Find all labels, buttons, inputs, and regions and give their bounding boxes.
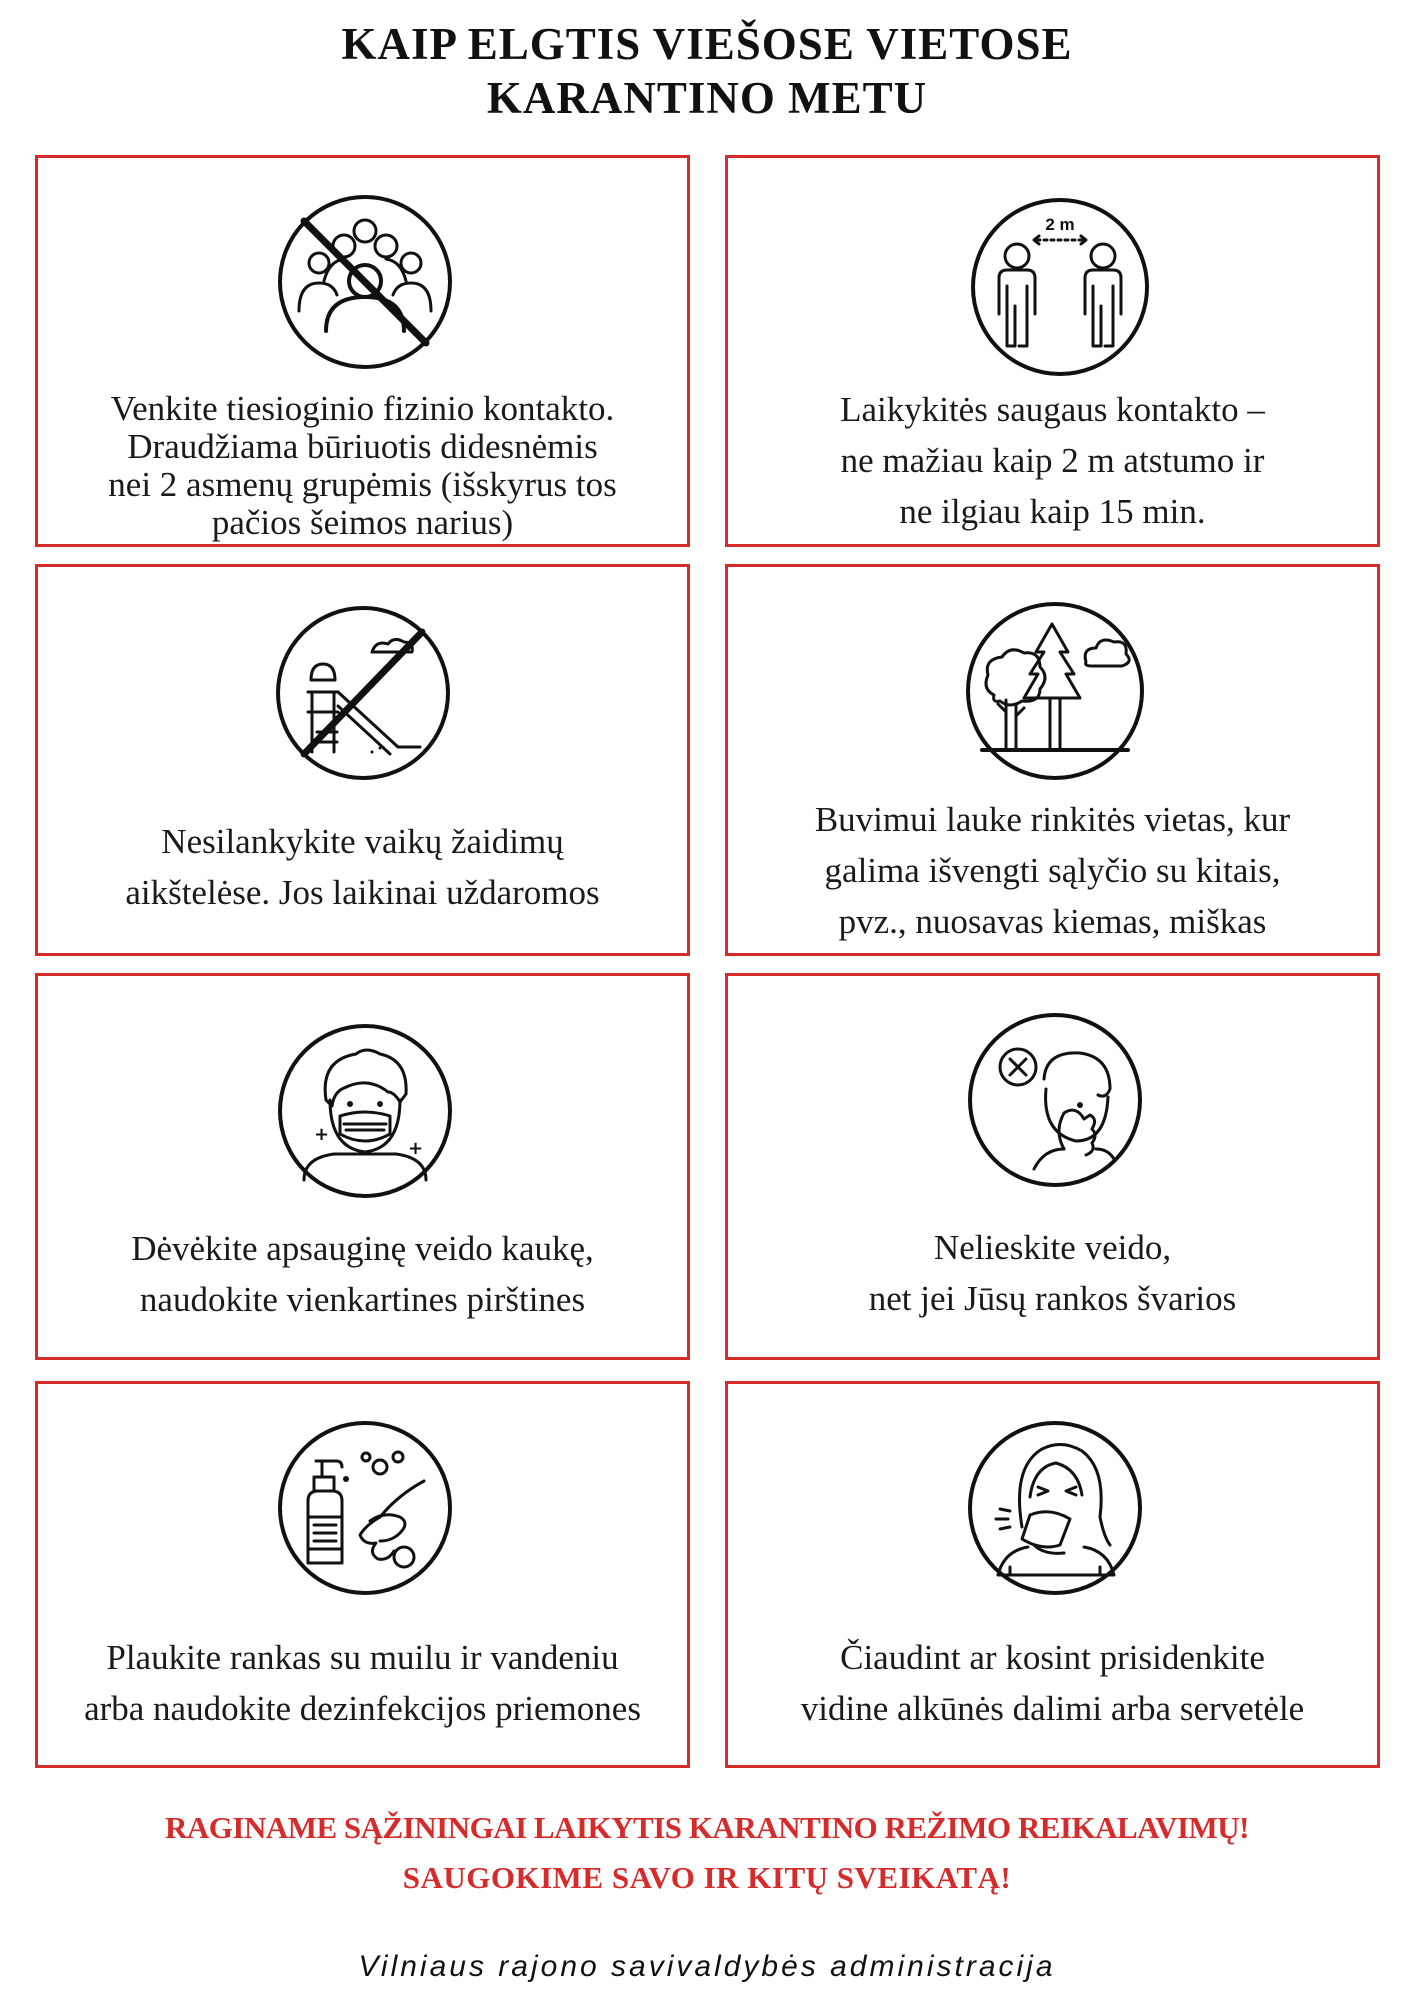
text-line: ne ilgiau kaip 15 min. [899,492,1206,531]
title-line-2: KARANTINO METU [486,73,928,123]
card-nature [725,564,1380,956]
card-no-playground-text [48,816,677,918]
text-line: nei 2 asmenų grupėmis (išskyrus tos [108,465,617,504]
card-nature-text [738,794,1367,947]
card-no-crowd-text [48,390,677,542]
card-no-touch-face-text [738,1222,1367,1324]
text-line: Laikykitės saugaus kontakto – [840,390,1265,429]
text-line: naudokite vienkartines pirštines [139,1280,586,1319]
text-line: aikštelėse. Jos laikinai uždaromos [125,873,600,912]
card-no-crowd [35,155,690,547]
no-playground-icon [272,602,454,784]
card-no-playground [35,564,690,956]
text-line: vidine alkūnės dalimi arba servetėle [800,1689,1305,1728]
face-mask-icon [274,1020,456,1202]
nature-icon [964,600,1146,782]
text-line: pvz., nuosavas kiemas, miškas [838,902,1267,941]
svg-text:+: + [408,1138,424,1159]
call-to-action-line-2: SAUGOKIME SAVO IR KITŲ SVEIKATĄ! [402,1860,1012,1895]
text-line: Venkite tiesioginio fizinio kontakto. [110,389,615,428]
call-to-action [0,1810,1414,1910]
card-face-mask-text [48,1223,677,1325]
page-title [0,18,1414,126]
distance-label: 2 m [1045,215,1075,234]
card-hand-wash [35,1381,690,1768]
text-line: Buvimui lauke rinkitės vietas, kur [814,800,1291,839]
text-line: Nelieskite veido, [933,1228,1172,1267]
svg-text:+: + [314,1124,330,1145]
signature: Vilniaus rajono savivaldybės administracija [358,1950,1056,1983]
text-line: Plaukite rankas su muilu ir vandeniu [106,1638,619,1677]
card-social-distance-text [738,384,1367,537]
text-line: Draudžiama būriuotis didesnėmis [127,427,598,466]
no-crowd-icon [274,191,456,373]
hand-wash-icon [274,1417,456,1599]
text-line: pačios šeimos narius) [211,503,514,542]
text-line: net jei Jūsų rankos švarios [868,1279,1237,1318]
text-line: galima išvengti sąlyčio su kitais, [824,851,1281,890]
sneeze-icon [964,1417,1146,1599]
text-line: Nesilankykite vaikų žaidimų [161,822,564,861]
card-social-distance [725,155,1380,547]
text-line: Čiaudint ar kosint prisidenkite [840,1638,1265,1677]
card-sneeze-text [738,1632,1367,1734]
text-line: Dėvėkite apsauginę veido kaukę, [131,1229,594,1268]
card-sneeze [725,1381,1380,1768]
no-touch-face-icon [964,1009,1146,1191]
card-no-touch-face [725,973,1380,1360]
call-to-action-line-1: RAGINAME SĄŽININGAI LAIKYTIS KARANTINO REŽIMO REIKALAVIMŲ! [165,1810,1249,1845]
card-face-mask [35,973,690,1360]
text-line: arba naudokite dezinfekcijos priemones [84,1689,641,1728]
title-line-1: KAIP ELGTIS VIEŠOSE VIETOSE [341,19,1073,69]
card-hand-wash-text [48,1632,677,1734]
text-line: ne mažiau kaip 2 m atstumo ir [840,441,1265,480]
social-distance-icon [969,196,1151,378]
